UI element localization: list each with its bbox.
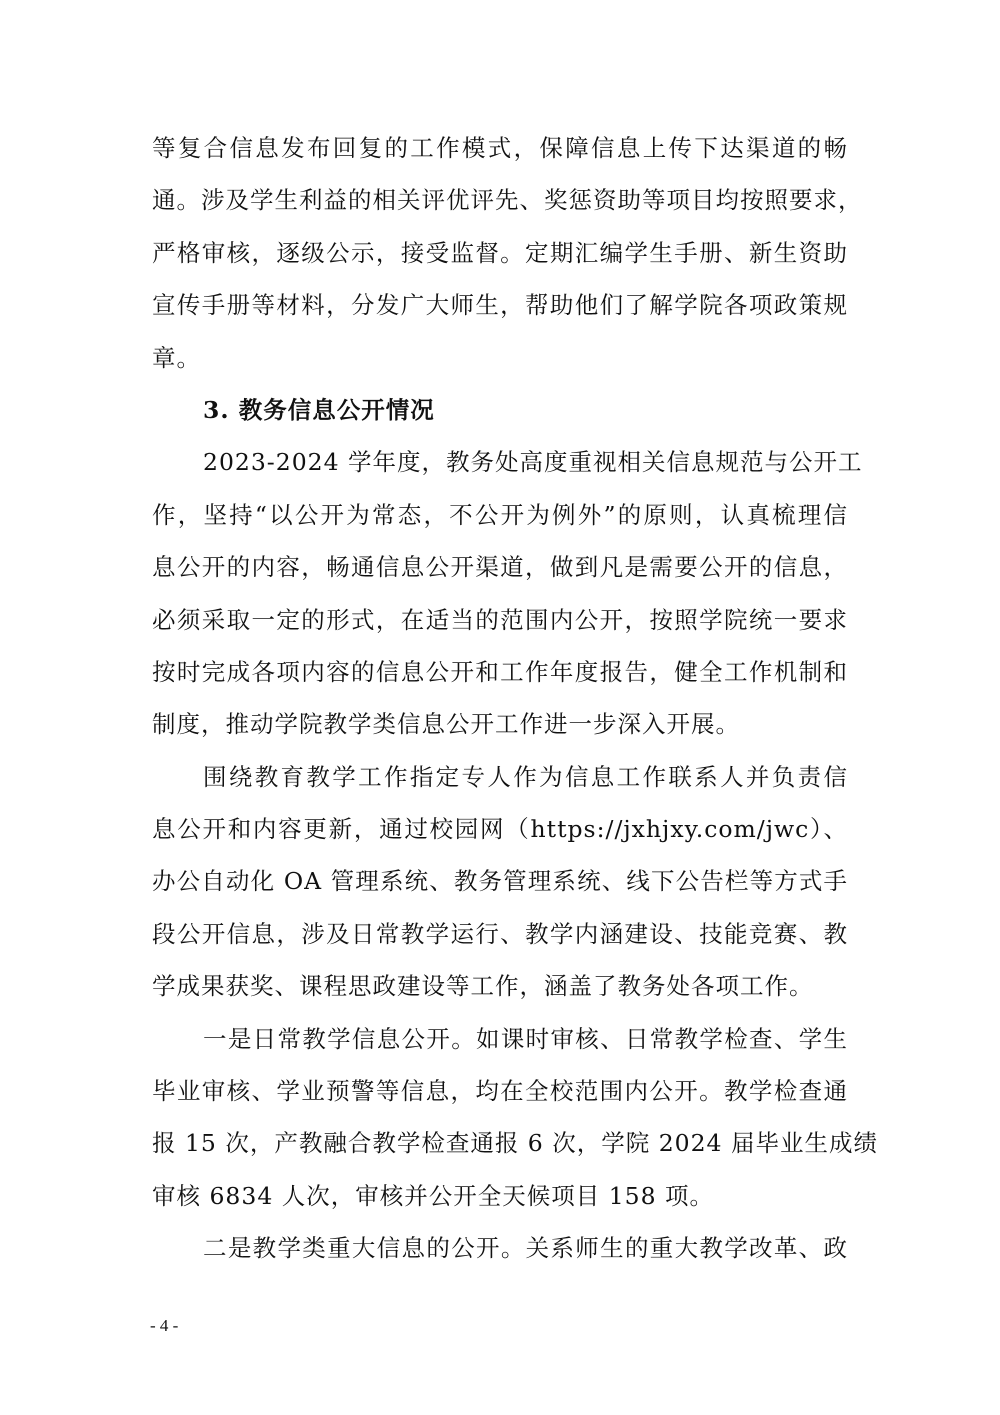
document-body bbox=[152, 128, 878, 1281]
text-line: 段公开信息，涉及日常教学运行、教学内涵建设、技能竞赛、教 bbox=[152, 919, 848, 948]
text-line: 通。涉及学生利益的相关评优评先、奖惩资助等项目均按照要求， bbox=[152, 186, 863, 215]
text-line: 制度，推动学院教学类信息公开工作进一步深入开展。 bbox=[152, 710, 740, 739]
text-line: 办公自动化 OA 管理系统、教务管理系统、线下公告栏等方式手 bbox=[152, 867, 848, 896]
text-line: 学成果获奖、课程思政建设等工作，涵盖了教务处各项工作。 bbox=[152, 972, 814, 1001]
paragraph bbox=[152, 128, 863, 390]
text-line: 严格审核，逐级公示，接受监督。定期汇编学生手册、新生资助 bbox=[152, 238, 848, 267]
text-line: 报 15 次，产教融合教学检查通报 6 次，学院 2024 届毕业生成绩 bbox=[152, 1129, 878, 1158]
text-line: 必须采取一定的形式，在适当的范围内公开，按照学院统一要求 bbox=[152, 605, 848, 634]
paragraph bbox=[152, 1019, 878, 1229]
text-line: 3. 教务信息公开情况 bbox=[203, 395, 435, 424]
text-line: 息公开的内容，畅通信息公开渠道，做到凡是需要公开的信息， bbox=[152, 553, 848, 582]
text-line: 作，坚持“以公开为常态，不公开为例外”的原则，认真梳理信 bbox=[152, 500, 848, 529]
text-line: 2023-2024 学年度，教务处高度重视相关信息规范与公开工 bbox=[203, 448, 863, 477]
text-line: 审核 6834 人次，审核并公开全天候项目 158 项。 bbox=[152, 1181, 715, 1210]
text-line: 毕业审核、学业预警等信息，均在全校范围内公开。教学检查通 bbox=[152, 1077, 848, 1106]
text-line: 宣传手册等材料，分发广大师生，帮助他们了解学院各项政策规 bbox=[152, 291, 848, 320]
text-line: 按时完成各项内容的信息公开和工作年度报告，健全工作机制和 bbox=[152, 657, 848, 686]
text-line: 围绕教育教学工作指定专人作为信息工作联系人并负责信 bbox=[203, 762, 848, 791]
paragraph bbox=[152, 442, 863, 756]
paragraph bbox=[152, 757, 848, 1019]
text-line: 等复合信息发布回复的工作模式，保障信息上传下达渠道的畅 bbox=[152, 134, 848, 162]
section-heading bbox=[152, 390, 848, 442]
text-line: 二是教学类重大信息的公开。关系师生的重大教学改革、政 bbox=[203, 1234, 848, 1263]
text-line: 息公开和内容更新，通过校园网（https://jxhjxy.com/jwc）、 bbox=[152, 815, 848, 844]
page-number: - 4 - bbox=[150, 1316, 179, 1335]
paragraph bbox=[152, 1228, 848, 1280]
text-line: 章。 bbox=[152, 343, 201, 372]
text-line: 一是日常教学信息公开。如课时审核、日常教学检查、学生 bbox=[203, 1024, 848, 1053]
